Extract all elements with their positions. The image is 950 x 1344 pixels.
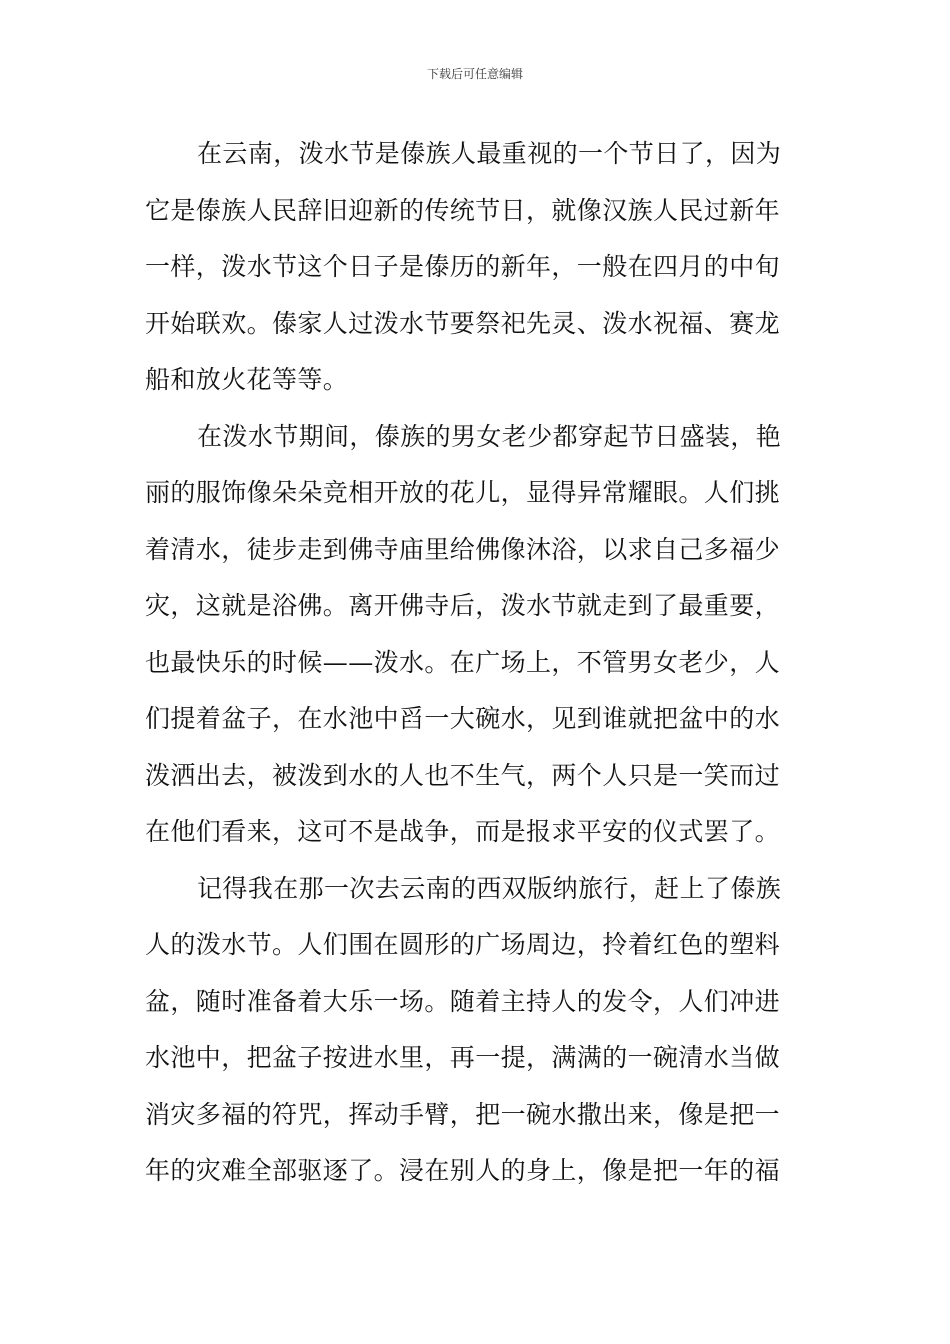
text-line: 人的泼水节。人们围在圆形的广场周边，拎着红色的塑料 xyxy=(145,930,781,959)
text-line: 水池中，把盆子按进水里，再一提，满满的一碗清水当做 xyxy=(145,1043,781,1072)
text-line: 开始联欢。傣家人过泼水节要祭祀先灵、泼水祝福、赛龙 xyxy=(145,308,781,338)
text-line: 在云南，泼水节是傣族人最重视的一个节日了，因为 xyxy=(197,139,782,168)
text-line: 消灾多福的符咒，挥动手臂，把一碗水撒出来，像是把一 xyxy=(145,1099,781,1129)
text-line: 们提着盆子，在水池中舀一大碗水，见到谁就把盆中的水 xyxy=(145,704,781,733)
text-line: 记得我在那一次去云南的西双版纳旅行，赶上了傣族 xyxy=(197,873,782,903)
text-line: 泼洒出去，被泼到水的人也不生气，两个人只是一笑而过 xyxy=(145,760,781,790)
text-line: 在他们看来，这可不是战争，而是报求平安的仪式罢了。 xyxy=(145,817,781,846)
text-line: 它是傣族人民辞旧迎新的传统节日，就像汉族人民过新年 xyxy=(145,195,781,225)
text-line: 盆，随时准备着大乐一场。随着主持人的发令，人们冲进 xyxy=(145,986,781,1016)
text-line: 一样，泼水节这个日子是傣历的新年，一般在四月的中旬 xyxy=(145,252,781,281)
text-line: 年的灾难全部驱逐了。浸在别人的身上，像是把一年的福 xyxy=(145,1156,781,1185)
document-body xyxy=(145,126,810,1200)
page-header: 下载后可任意编辑 xyxy=(426,67,523,81)
text-line: 着清水，徒步走到佛寺庙里给佛像沐浴，以求自己多福少 xyxy=(145,534,781,564)
text-line: 船和放火花等等。 xyxy=(145,365,349,394)
text-line: 丽的服饰像朵朵竞相开放的花儿，显得异常耀眼。人们挑 xyxy=(145,478,781,507)
text-line: 在泼水节期间，傣族的男女老少都穿起节日盛装，艳 xyxy=(197,421,782,451)
text-line: 灾，这就是浴佛。离开佛寺后，泼水节就走到了最重要， xyxy=(145,591,781,620)
text-line: 也最快乐的时候——泼水。在广场上，不管男女老少，人 xyxy=(145,647,781,677)
